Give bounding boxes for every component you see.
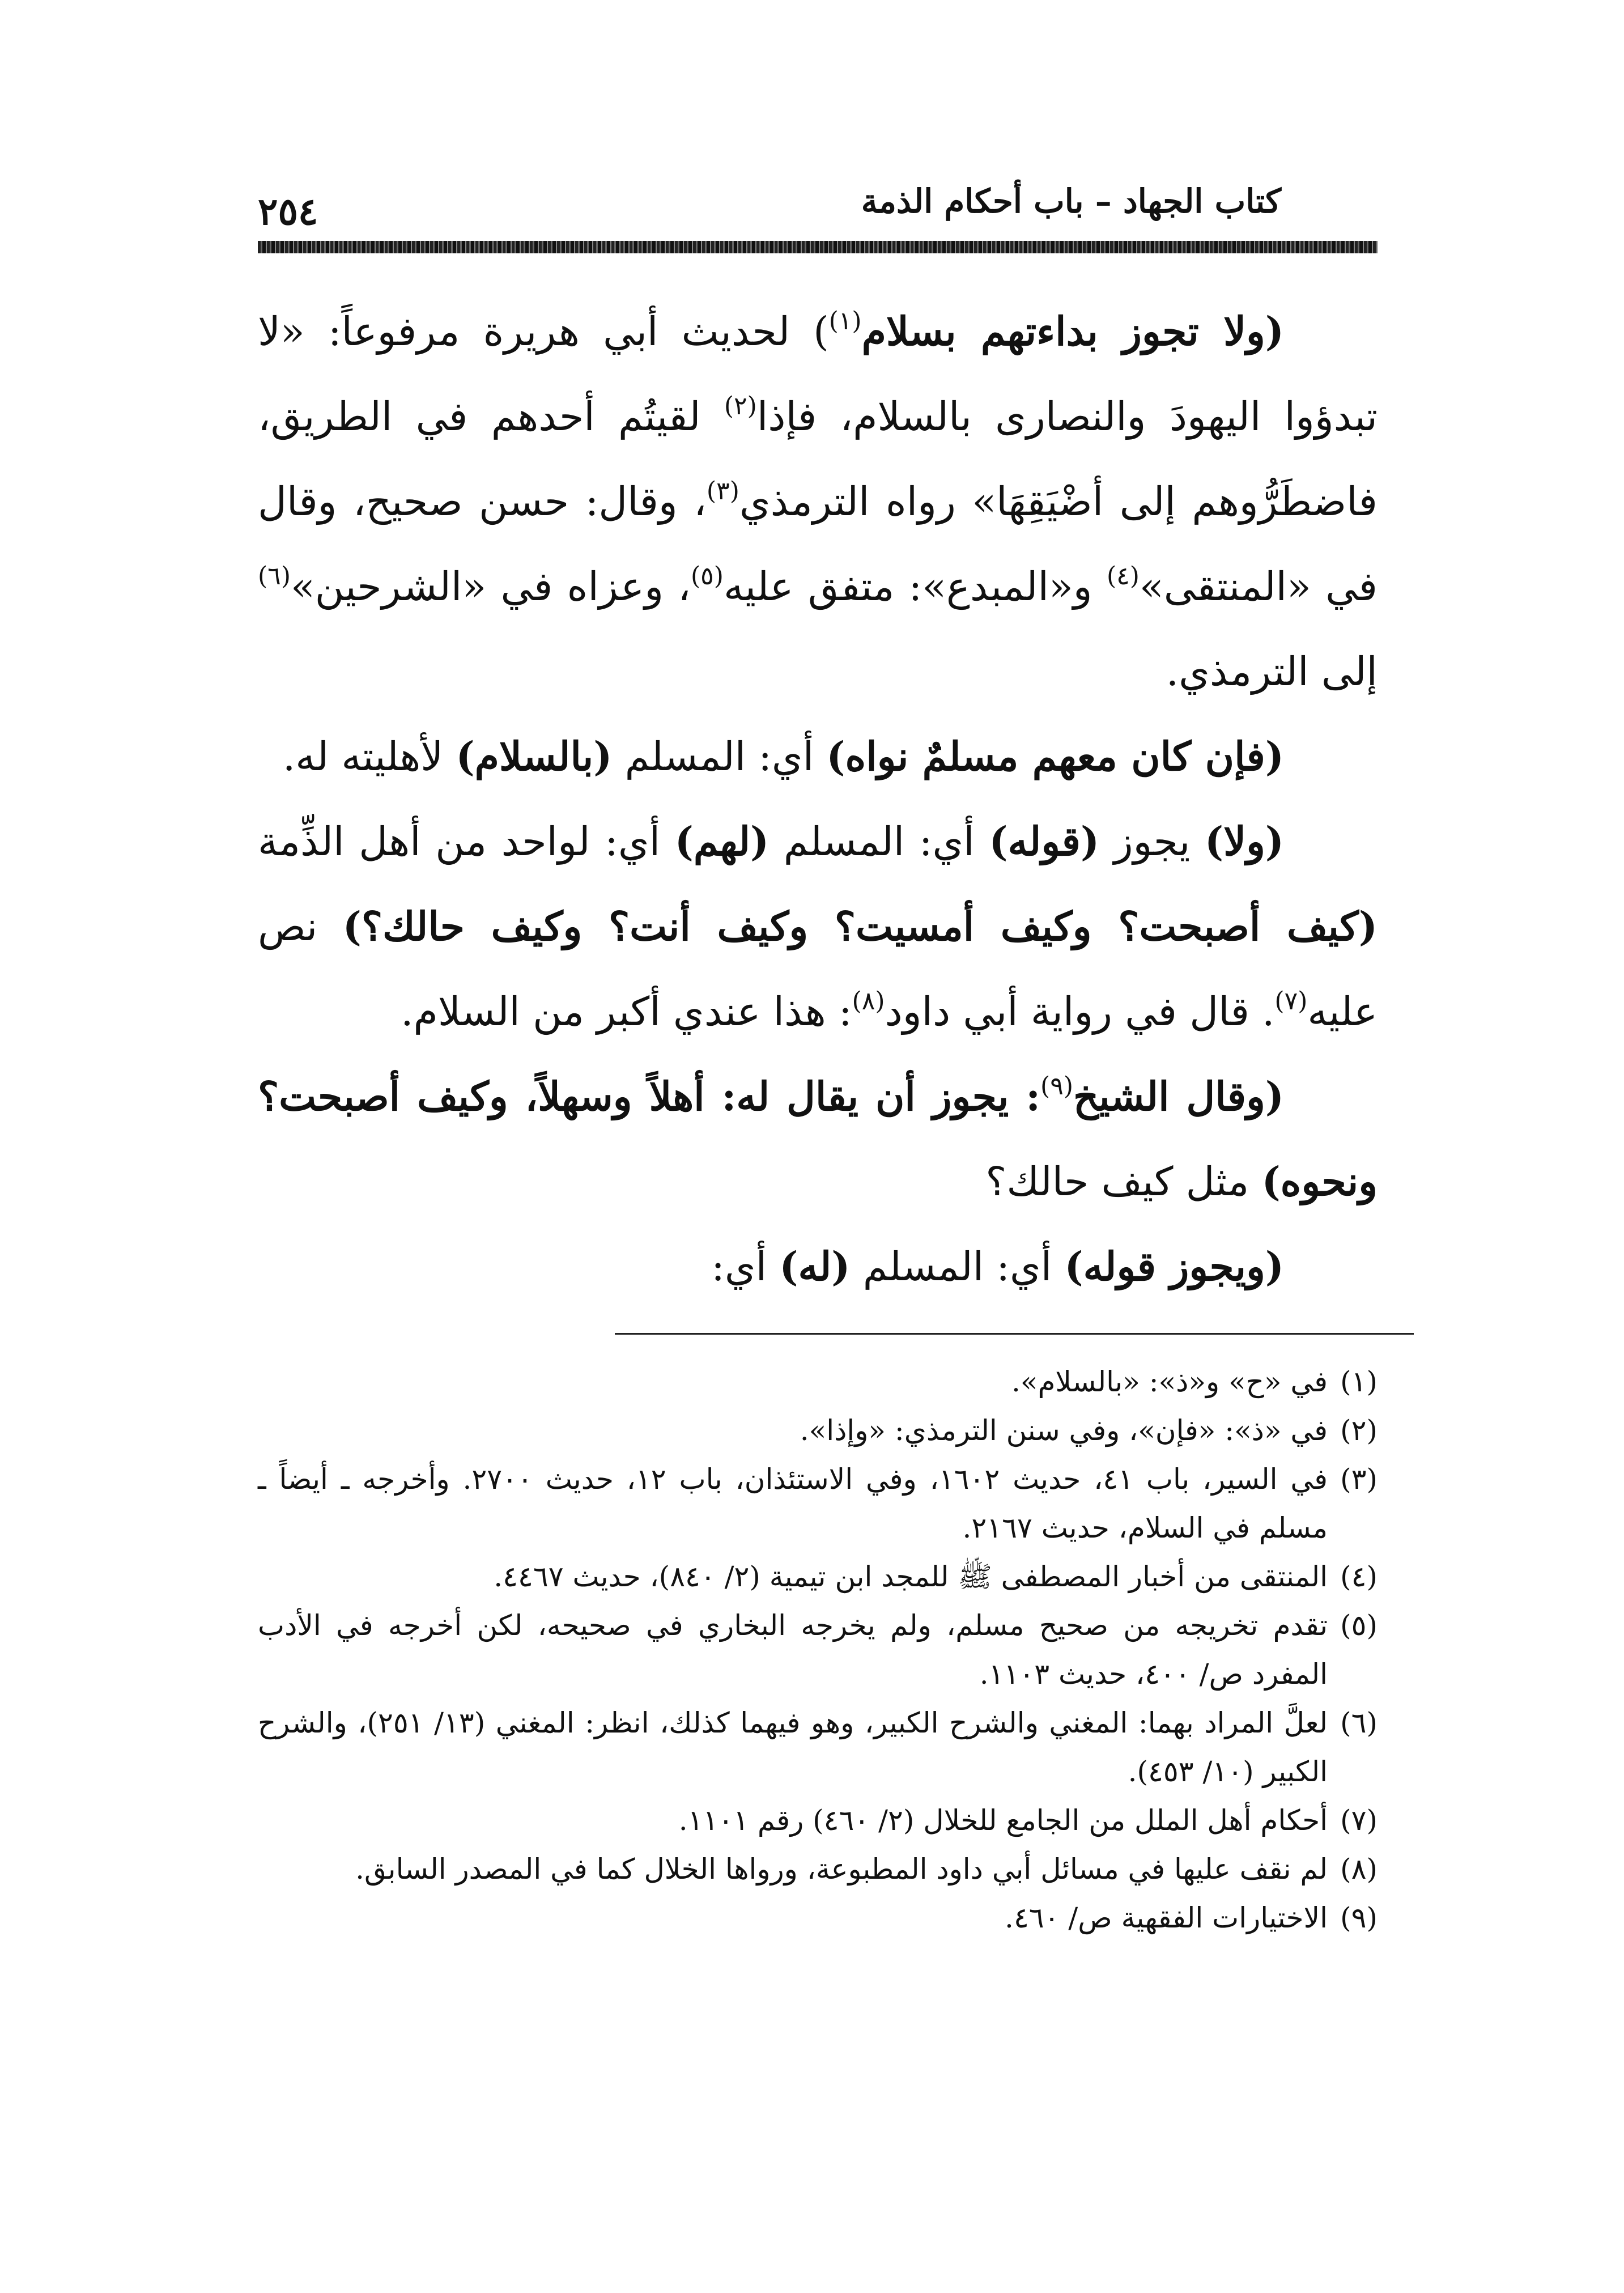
bold-phrase: (له) (779, 1243, 851, 1290)
footnote-text: الاختيارات الفقهية ص/ ٤٦٠. (1005, 1901, 1328, 1934)
text-span: أي: لواحد من أهل الذِّمة (258, 818, 675, 865)
text-span: ) لحديث أبي هريرة مرفوعاً: «لا تبدؤوا اليهودَ والنصارى بالسلام، فإذا (258, 308, 1378, 440)
footnote-text: لعلَّ المراد بهما: المغني والشرح الكبير، وهو فيهما كذلك، انظر: المغني (١٣/ ٢٥١)، والشرح الكبير (١٠/ ٤٥٣). (258, 1706, 1328, 1788)
footnote-item (258, 1455, 1378, 1552)
footnote-ref: (٩) (1040, 1072, 1074, 1101)
footnote-number: (٩) (1340, 1901, 1378, 1934)
footnote-item (258, 1845, 1378, 1893)
paragraph-3 (258, 799, 1378, 1054)
text-span: لقيتُم أحدهم في الطريق، فاضطَرُّوهم إلى أضْيَقِهَا» رواه الترمذي (258, 393, 1378, 525)
footnote-ref: (٨) (852, 987, 885, 1016)
footnote-text: في السير، باب ٤١، حديث ١٦٠٢، وفي الاستئذان، باب ١٢، حديث ٢٧٠٠. وأخرجه ـ أيضاً ـ مسلم في السلام، حديث ٢١٦٧. (258, 1463, 1328, 1544)
text-span: أي: المسلم (769, 818, 989, 865)
footnote-ref: (٢) (724, 392, 757, 421)
bold-phrase: (قوله) (989, 818, 1100, 865)
footnote-text: أحكام أهل الملل من الجامع للخلال (٢/ ٤٦٠) رقم ١١٠١. (678, 1804, 1328, 1837)
bold-phrase: (فإن كان معهم مسلمٌ نواه) (826, 733, 1284, 780)
footnote-ref: (٧) (1274, 987, 1308, 1016)
footnote-ref: (٦) (258, 562, 291, 591)
footnote-number: (٥) (1340, 1609, 1378, 1642)
text-span: مثل كيف حالك؟ (985, 1158, 1262, 1205)
text-span: ، وعزاه في «الشرحين» (290, 563, 691, 610)
bold-phrase: (وقال الشيخ (1073, 1073, 1285, 1120)
bold-phrase: (ويجوز قوله) (1064, 1243, 1284, 1290)
bold-phrase: (لهم) (674, 818, 770, 865)
text-span: أي: (711, 1243, 780, 1290)
footnote-number: (١) (1340, 1365, 1378, 1398)
header-rule (258, 241, 1378, 253)
main-text (258, 289, 1378, 1309)
text-span: و«المبدع»: متفق عليه (723, 563, 1107, 610)
page-header (258, 173, 1378, 247)
text-span: نص عليه (258, 903, 1378, 1035)
footnote-item (258, 1893, 1378, 1942)
footnote-number: (٣) (1340, 1463, 1378, 1496)
text-span: يجوز (1099, 818, 1205, 865)
footnote-item (258, 1357, 1378, 1406)
bold-phrase: (ولا تجوز بداءتهم بسلام (861, 308, 1284, 355)
text-span: : هذا عندي أكبر من السلام. (401, 988, 852, 1035)
text-span: ، وقال: حسن صحيح، وقال في «المنتقى» (258, 478, 1378, 610)
footnotes (258, 1357, 1378, 1942)
text-span: أي: المسلم (850, 1243, 1065, 1290)
footnote-ref: (١) (828, 307, 862, 336)
footnote-number: (٢) (1340, 1414, 1378, 1447)
footnote-item (258, 1601, 1378, 1698)
footnote-text: لم نقف عليها في مسائل أبي داود المطبوعة، ورواها الخلال كما في المصدر السابق. (355, 1853, 1328, 1886)
footnote-ref: (٣) (706, 477, 739, 506)
footnote-item (258, 1552, 1378, 1601)
bold-phrase: (ولا) (1205, 818, 1284, 865)
bold-phrase: : يجوز أن يقال له: أهلاً وسهلاً، وكيف أصبحت؟ ونحوه) (258, 1073, 1378, 1205)
footnote-item (258, 1698, 1378, 1796)
paragraph-1 (258, 289, 1378, 714)
page-number: ٢٥٤ (258, 189, 318, 233)
bold-phrase: (بالسلام) (456, 733, 613, 780)
footnote-text: في «ذ»: «فإن»، وفي سنن الترمذي: «وإذا». (800, 1414, 1328, 1447)
paragraph-4 (258, 1054, 1378, 1224)
running-title: كتاب الجهاد – باب أحكام الذمة (861, 182, 1281, 220)
paragraph-2 (258, 714, 1378, 799)
text-span: إلى الترمذي. (1166, 648, 1378, 695)
footnote-text: تقدم تخريجه من صحيح مسلم، ولم يخرجه البخاري في صحيحه، لكن أخرجه في الأدب المفرد ص/ ٤٠٠، حديث ١١٠٣. (258, 1609, 1328, 1691)
text-span: لأهليته له. (283, 733, 456, 780)
bold-phrase: (كيف أصبحت؟ وكيف أمسيت؟ وكيف أنت؟ وكيف حالك؟) (342, 903, 1378, 950)
paragraph-5 (258, 1224, 1378, 1309)
footnote-number: (٧) (1340, 1804, 1378, 1837)
footnote-number: (٦) (1340, 1706, 1378, 1739)
footnote-ref: (٤) (1106, 562, 1140, 591)
footnote-number: (٤) (1340, 1560, 1378, 1593)
text-span: . قال في رواية أبي داود (885, 988, 1275, 1035)
footnote-item (258, 1406, 1378, 1455)
footnote-separator (615, 1333, 1414, 1335)
footnote-number: (٨) (1340, 1853, 1378, 1886)
footnote-item (258, 1796, 1378, 1845)
footnote-ref: (٥) (690, 562, 724, 591)
footnote-text: في «ح» و«ذ»: «بالسلام». (1011, 1365, 1328, 1398)
footnote-text: المنتقى من أخبار المصطفى ﷺ للمجد ابن تيمية (٢/ ٨٤٠)، حديث ٤٤٦٧. (494, 1560, 1328, 1593)
text-span: أي: المسلم (612, 733, 827, 780)
